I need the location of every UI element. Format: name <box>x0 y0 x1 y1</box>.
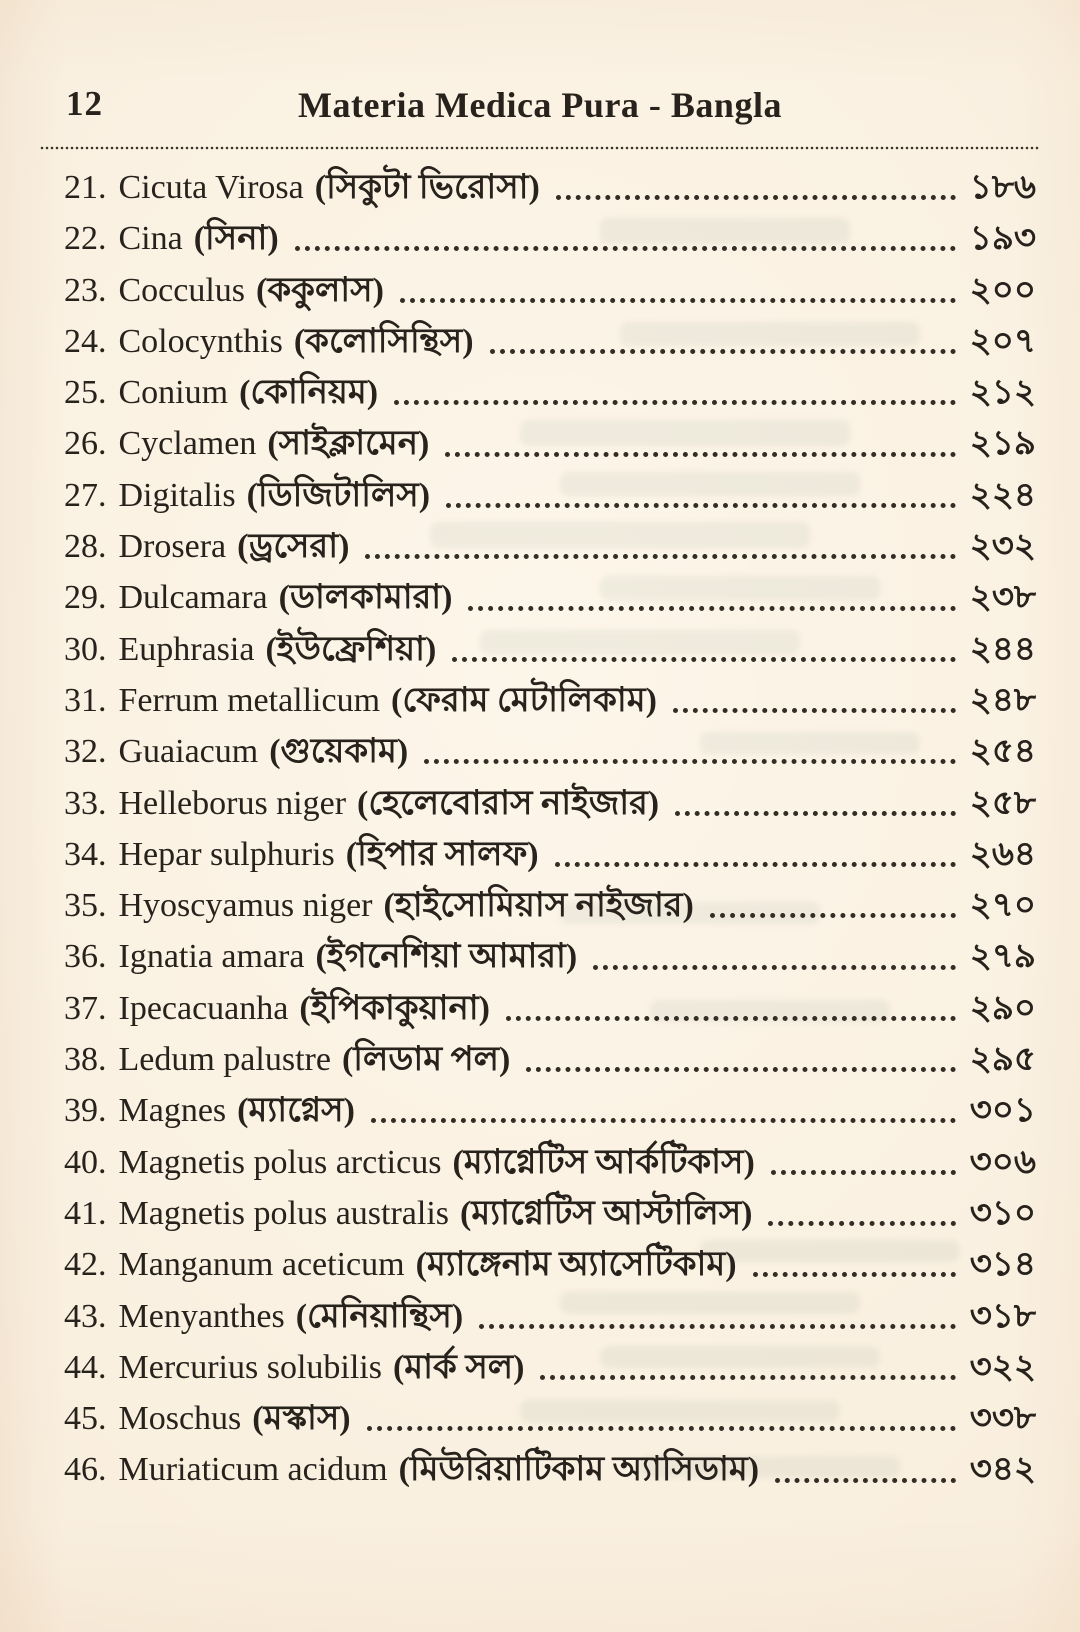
dot-leader <box>445 452 955 457</box>
entry-page-number: ২৩৮ <box>969 579 1036 617</box>
entry-page-number: ২৭৯ <box>969 938 1036 976</box>
toc-entry <box>64 213 1036 264</box>
entry-latin-name: Digitalis <box>118 476 236 514</box>
toc-entry <box>64 1034 1036 1085</box>
dot-leader <box>593 965 956 970</box>
entry-bengali-name: (সিনা) <box>193 220 279 258</box>
entry-bengali-name: (লিডাম পল) <box>341 1041 511 1079</box>
dot-leader <box>768 1221 955 1226</box>
entry-latin-name: Drosera <box>118 528 227 566</box>
entry-latin-name: Manganum aceticum <box>118 1246 405 1284</box>
entry-page-number: ১৮৬ <box>969 169 1036 206</box>
dot-leader <box>556 195 956 200</box>
entry-page-number: ১৯৩ <box>969 220 1036 258</box>
entry-bengali-name: (সাইক্লামেন) <box>267 425 430 463</box>
entry-number: 28. <box>64 528 107 566</box>
toc-entry <box>64 316 1036 367</box>
toc-entry <box>64 1342 1036 1393</box>
entry-bengali-name: (ইগনেশিয়া আমারা) <box>315 938 578 976</box>
toc-entry <box>64 1393 1036 1444</box>
toc-entry <box>64 778 1036 829</box>
entry-page-number: ২৫৪ <box>969 733 1036 771</box>
entry-bengali-name: (ম্যাগ্নেস) <box>237 1092 355 1130</box>
entry-page-number: ৩০১ <box>969 1092 1036 1130</box>
entry-number: 43. <box>64 1297 107 1335</box>
toc-entry <box>64 829 1036 880</box>
dot-leader <box>753 1272 956 1277</box>
dot-leader <box>555 862 956 867</box>
entry-number: 44. <box>64 1348 107 1386</box>
entry-latin-name: Helleborus niger <box>118 784 347 822</box>
entry-page-number: ২১২ <box>969 374 1036 412</box>
dot-leader <box>394 400 956 405</box>
entry-number: 29. <box>64 579 107 617</box>
entry-number: 33. <box>64 784 107 822</box>
entry-latin-name: Cicuta Virosa <box>118 169 304 206</box>
toc-entry <box>64 521 1036 572</box>
entry-bengali-name: (সিকুটা ভিরোসা) <box>314 169 540 206</box>
dot-leader <box>506 1016 956 1021</box>
entry-page-number: ২৯৫ <box>969 1041 1036 1079</box>
entry-page-number: ২৫৮ <box>969 784 1036 822</box>
entry-page-number: ২৪৮ <box>969 681 1036 719</box>
entry-page-number: ৩০৬ <box>969 1143 1036 1181</box>
toc-entry <box>64 572 1036 623</box>
entry-bengali-name: (হাইসোমিয়াস নাইজার) <box>383 887 694 925</box>
entry-page-number: ২৬৪ <box>969 835 1036 873</box>
entry-bengali-name: (ককুলাস) <box>256 271 384 309</box>
entry-bengali-name: (ম্যাগ্নেটিস আস্টালিস) <box>460 1194 753 1232</box>
dot-leader <box>446 503 956 508</box>
entry-bengali-name: (ইপিকাকুয়ানা) <box>299 989 490 1027</box>
toc-entry <box>64 1239 1036 1290</box>
toc-entry <box>64 1444 1036 1495</box>
entry-latin-name: Conium <box>118 374 229 412</box>
entry-number: 26. <box>64 425 107 463</box>
entry-latin-name: Cina <box>118 220 183 258</box>
dot-leader <box>452 657 955 662</box>
entry-bengali-name: (ইউফ্রেশিয়া) <box>265 630 437 668</box>
page-header <box>42 84 1038 136</box>
entry-number: 27. <box>64 476 107 514</box>
entry-latin-name: Magnetis polus arcticus <box>118 1143 442 1181</box>
entry-latin-name: Muriaticum acidum <box>118 1451 388 1489</box>
entry-page-number: ২৭০ <box>969 887 1036 925</box>
entry-bengali-name: (কোনিয়ম) <box>239 374 379 412</box>
dot-leader <box>675 811 956 816</box>
toc-entry <box>64 880 1036 931</box>
toc-entry <box>64 983 1036 1034</box>
entry-page-number: ২৯০ <box>969 989 1036 1027</box>
entry-number: 35. <box>64 887 107 925</box>
dot-leader <box>295 246 956 251</box>
entry-bengali-name: (মার্ক সল) <box>392 1348 525 1386</box>
entry-latin-name: Hyoscyamus niger <box>118 887 373 925</box>
toc-entry <box>64 675 1036 726</box>
entry-bengali-name: (মেনিয়ান্থিস) <box>295 1297 464 1335</box>
page-number: 12 <box>66 84 103 123</box>
toc-entry <box>64 265 1036 316</box>
entry-number: 37. <box>64 989 107 1027</box>
toc-entry <box>64 624 1036 675</box>
book-title: Materia Medica Pura - Bangla <box>298 85 782 125</box>
entry-bengali-name: (ডালকামারা) <box>278 579 453 617</box>
dot-leader <box>479 1324 956 1329</box>
entry-number: 39. <box>64 1092 107 1130</box>
entry-bengali-name: (মস্কাস) <box>252 1400 351 1438</box>
dot-leader <box>371 1118 956 1123</box>
entry-number: 21. <box>64 169 107 206</box>
entry-latin-name: Cyclamen <box>118 425 257 463</box>
entry-page-number: ৩২২ <box>969 1348 1036 1386</box>
entry-number: 42. <box>64 1246 107 1284</box>
dot-leader <box>526 1067 955 1072</box>
entry-number: 34. <box>64 835 107 873</box>
entry-number: 25. <box>64 374 107 412</box>
entry-number: 46. <box>64 1451 107 1489</box>
entry-bengali-name: (ডিজিটালিস) <box>246 476 431 514</box>
toc-entry <box>64 418 1036 469</box>
entry-bengali-name: (মিউরিয়াটিকাম অ্যাসিডাম) <box>398 1451 760 1489</box>
toc-entry <box>64 1137 1036 1188</box>
entry-page-number: ২০০ <box>969 271 1036 309</box>
dot-leader <box>490 349 956 354</box>
entry-page-number: ২০৭ <box>969 322 1036 360</box>
entry-latin-name: Mercurius solubilis <box>118 1348 382 1386</box>
entry-page-number: ২১৯ <box>969 425 1036 463</box>
entry-bengali-name: (হেলেবোরাস নাইজার) <box>357 784 660 822</box>
dot-leader <box>540 1375 955 1380</box>
entry-latin-name: Guaiacum <box>118 733 259 771</box>
entry-number: 40. <box>64 1143 107 1181</box>
dot-leader <box>673 708 956 713</box>
dot-leader <box>771 1170 956 1175</box>
entry-page-number: ২৪৪ <box>969 630 1036 668</box>
entry-latin-name: Euphrasia <box>118 630 255 668</box>
dot-leader <box>367 1426 956 1431</box>
dot-leader <box>775 1478 956 1483</box>
toc-entry <box>64 470 1036 521</box>
entry-number: 30. <box>64 630 107 668</box>
entry-page-number: ২৩২ <box>969 528 1036 566</box>
entry-page-number: ৩১০ <box>969 1194 1036 1232</box>
dot-leader <box>468 606 955 611</box>
entry-number: 45. <box>64 1400 107 1438</box>
toc-entry <box>64 162 1036 213</box>
dot-leader <box>710 913 956 918</box>
toc-entry <box>64 931 1036 982</box>
entry-latin-name: Magnetis polus australis <box>118 1194 450 1232</box>
entry-latin-name: Moschus <box>118 1400 242 1438</box>
entry-number: 36. <box>64 938 107 976</box>
entry-bengali-name: (কলোসিন্থিস) <box>293 322 474 360</box>
header-dotted-rule <box>40 146 1040 150</box>
toc-list <box>0 162 1080 1496</box>
entry-number: 38. <box>64 1041 107 1079</box>
entry-bengali-name: (ড্রসেরা) <box>237 528 350 566</box>
entry-latin-name: Colocynthis <box>118 322 283 360</box>
entry-latin-name: Cocculus <box>118 271 246 309</box>
entry-number: 32. <box>64 733 107 771</box>
entry-number: 24. <box>64 322 107 360</box>
entry-latin-name: Ferrum metallicum <box>118 681 381 719</box>
entry-page-number: ২২৪ <box>969 476 1036 514</box>
entry-page-number: ৩৩৮ <box>969 1400 1036 1438</box>
entry-latin-name: Ignatia amara <box>118 938 305 976</box>
entry-latin-name: Menyanthes <box>118 1297 285 1335</box>
entry-bengali-name: (ফেরাম মেটালিকাম) <box>391 681 657 719</box>
entry-bengali-name: (ম্যাগ্নেটিস আর্কটিকাস) <box>452 1143 755 1181</box>
dot-leader <box>365 554 955 559</box>
toc-entry <box>64 367 1036 418</box>
entry-bengali-name: (ম্যাঙ্গেনাম অ্যাসেটিকাম) <box>415 1246 737 1284</box>
toc-entry <box>64 726 1036 777</box>
entry-page-number: ৩১৮ <box>969 1297 1036 1335</box>
entry-latin-name: Ledum palustre <box>118 1041 331 1079</box>
entry-latin-name: Hepar sulphuris <box>118 835 335 873</box>
dot-leader <box>424 759 956 764</box>
entry-number: 23. <box>64 271 107 309</box>
entry-number: 41. <box>64 1194 107 1232</box>
toc-entry <box>64 1291 1036 1342</box>
entry-page-number: ৩৪২ <box>969 1451 1036 1489</box>
entry-number: 31. <box>64 681 107 719</box>
entry-latin-name: Dulcamara <box>118 579 268 617</box>
toc-entry <box>64 1085 1036 1136</box>
entry-bengali-name: (হিপার সালফ) <box>345 835 539 873</box>
entry-bengali-name: (গুয়েকাম) <box>269 733 409 771</box>
dot-leader <box>400 298 956 303</box>
entry-latin-name: Ipecacuanha <box>118 989 289 1027</box>
toc-entry <box>64 1188 1036 1239</box>
entry-page-number: ৩১৪ <box>969 1246 1036 1284</box>
entry-number: 22. <box>64 220 107 258</box>
entry-latin-name: Magnes <box>118 1092 227 1130</box>
